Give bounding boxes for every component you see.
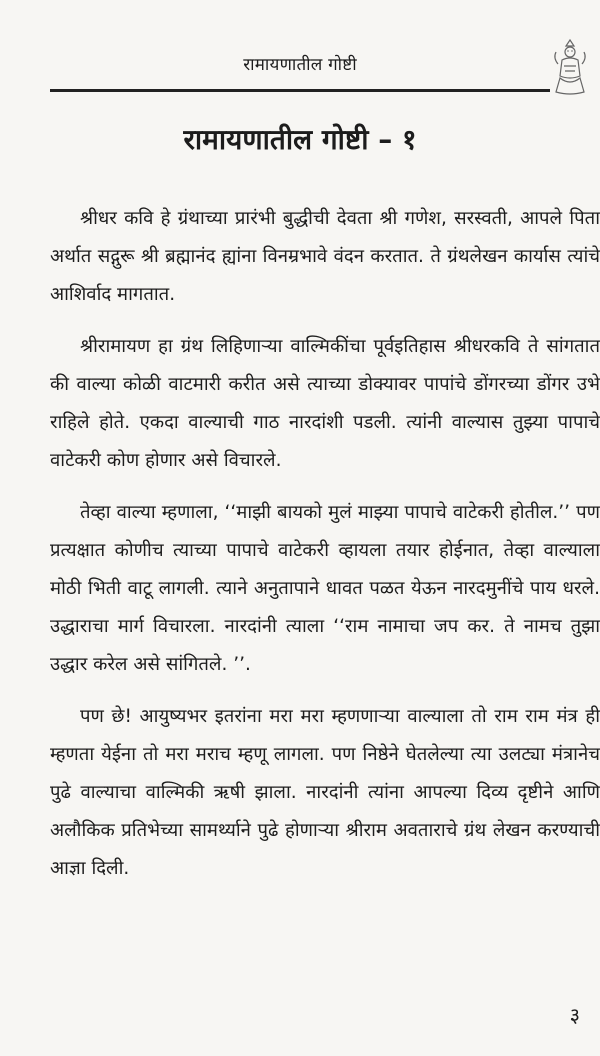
deity-figure-icon [550, 36, 590, 98]
paragraph-1: श्रीधर कवि हे ग्रंथाच्या प्रारंभी बुद्धीची देवता श्री गणेश, सरस्वती, आपले पिता अर्थात सद्गुरू श्री ब्रह्मानंद ह्यांना विनम्रभावे वंदन करतात. ते ग्रंथलेखन कार्यास त्यांचे आशिर्वाद मागतात. [50, 208, 600, 305]
body-text [50, 200, 600, 902]
page-number: ३ [569, 1003, 580, 1027]
paragraph-3: तेव्हा वाल्या म्हणाला, ‘‘माझी बायको मुलं माझ्या पापाचे वाटेकरी होतील.’’ पण प्रत्यक्षात कोणीच त्याच्या पापाचे वाटेकरी व्हायला तयार होईनात, तेव्हा वाल्याला मोठी भिती वाटू लागली. त्याने अनुतापाने धावत पळत येऊन नारदमुनींचे पाय धरले. उद्धाराचा मार्ग विचारला. नारदांनी त्याला ‘‘राम नामाचा जप कर. ते नामच तुझा उद्धार करेल असे सांगितले. ’’. [50, 502, 600, 675]
running-header: रामायणातील गोष्टी [243, 55, 357, 75]
header-rule [50, 89, 550, 92]
chapter-title: रामायणातील गोष्टी – १ [183, 123, 417, 156]
paragraph-4: पण छे! आयुष्यभर इतरांना मरा मरा म्हणणाऱ्या वाल्याला तो राम राम मंत्र ही म्हणता येईना तो मरा मराच म्हणू लागला. पण निष्ठेने घेतलेल्या त्या उलट्या मंत्रानेच पुढे वाल्याचा वाल्मिकी ऋषी झाला. नारदांनी त्यांना आपल्या दिव्य दृष्टीने आणि अलौकिक प्रतिभेच्या सामर्थ्याने पुढे होणाऱ्या श्रीराम अवताराचे ग्रंथ लेखन करण्याची आज्ञा दिली. [50, 706, 600, 879]
paragraph-2: श्रीरामायण हा ग्रंथ लिहिणाऱ्या वाल्मिकींचा पूर्वइतिहास श्रीधरकवि ते सांगतात की वाल्या कोळी वाटमारी करीत असे त्याच्या डोक्यावर पापांचे डोंगरच्या डोंगर उभे राहिले होते. एकदा वाल्याची गाठ नारदांशी पडली. त्यांनी वाल्यास तुझ्या पापाचे वाटेकरी कोण होणार असे विचारले. [50, 336, 600, 471]
